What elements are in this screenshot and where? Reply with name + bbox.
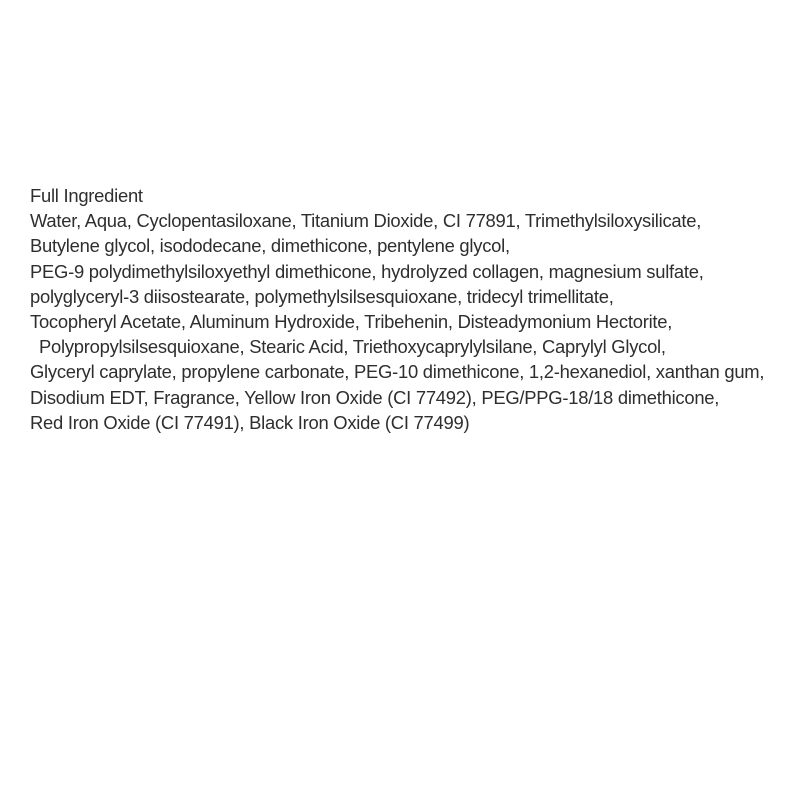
ingredient-line: Water, Aqua, Cyclopentasiloxane, Titanium Dioxide, CI 77891, Trimethylsiloxysilicate,	[30, 210, 702, 232]
ingredient-line: polyglyceryl-3 diisostearate, polymethylsilsesquioxane, tridecyl trimellitate,	[30, 285, 614, 307]
ingredient-line: Disodium EDT, Fragrance, Yellow Iron Oxide (CI 77492), PEG/PPG-18/18 dimethicone,	[30, 386, 720, 408]
ingredient-list-title: Full Ingredient	[30, 185, 143, 206]
ingredient-line: Polypropylsilsesquioxane, Stearic Acid, Triethoxycaprylylsilane, Caprylyl Glycol,	[39, 336, 666, 358]
ingredient-line: Butylene glycol, isododecane, dimethicone, pentylene glycol,	[30, 235, 510, 257]
ingredient-list	[30, 183, 795, 435]
ingredient-line: Tocopheryl Acetate, Aluminum Hydroxide, Tribehenin, Disteadymonium Hectorite,	[30, 311, 673, 333]
ingredient-line: PEG-9 polydimethylsiloxyethyl dimethicone, hydrolyzed collagen, magnesium sulfate,	[30, 260, 704, 282]
ingredient-line: Red Iron Oxide (CI 77491), Black Iron Oxide (CI 77499)	[30, 411, 470, 433]
ingredient-line: Glyceryl caprylate, propylene carbonate, PEG-10 dimethicone, 1,2-hexanediol, xanthan gum,	[30, 361, 765, 383]
